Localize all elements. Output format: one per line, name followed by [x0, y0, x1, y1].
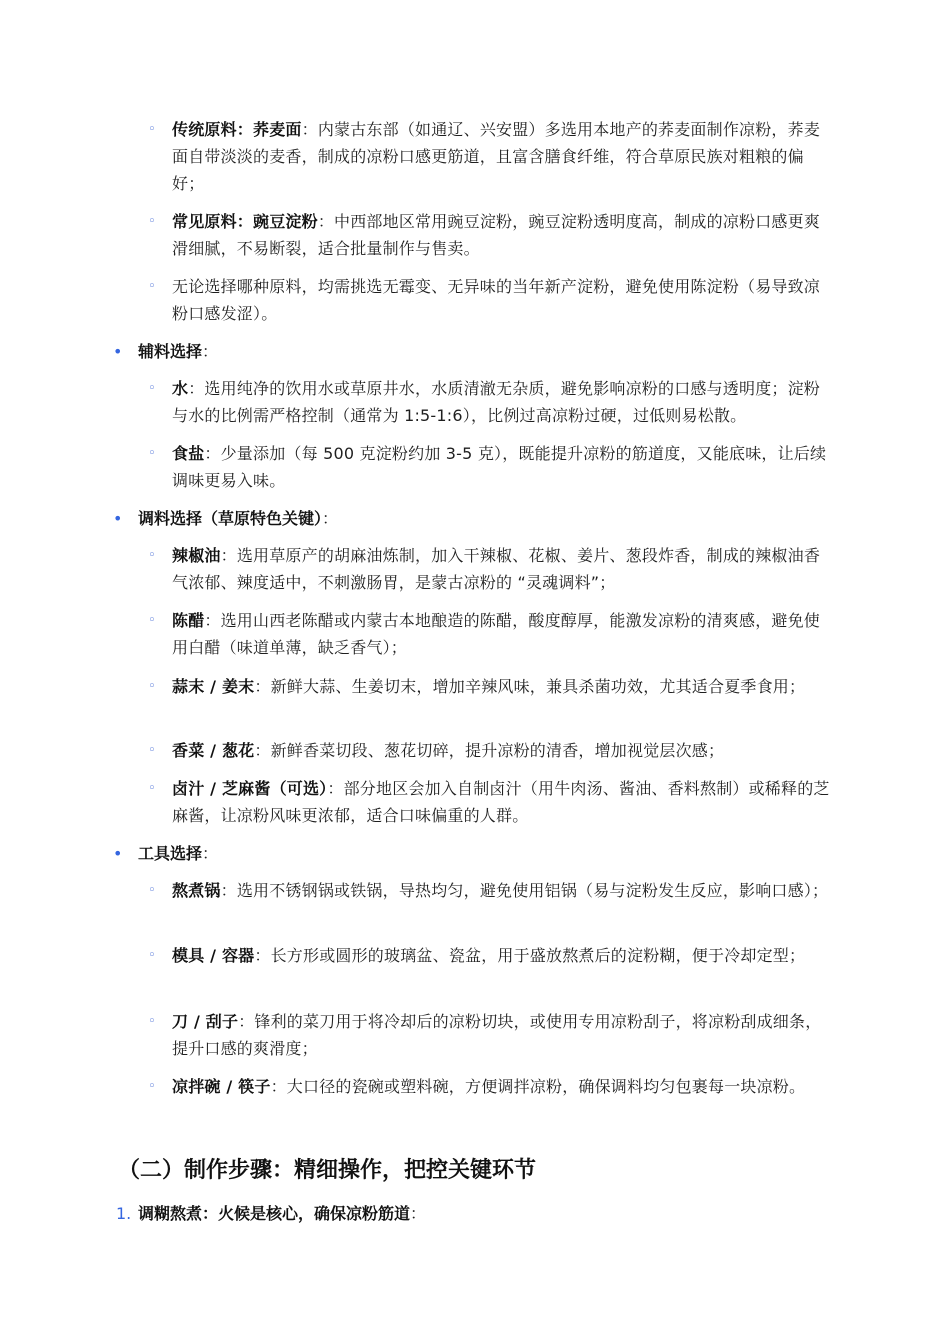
hollow-bullet-icon: ◦ — [148, 883, 156, 898]
item-title: 常见原料：豌豆淀粉 — [172, 212, 318, 231]
item-title: 香菜 / 葱花 — [172, 741, 255, 760]
item-title: 卤汁 / 芝麻酱（可选） — [172, 779, 328, 798]
item-body: 中西部地区常用豌豆淀粉，豌豆淀粉透明度高，制成的凉粉口感更爽滑细腻，不易断裂，适合批量制作与售卖。 — [172, 212, 821, 258]
item-body: 新鲜大蒜、生姜切末，增加辛辣风味，兼具杀菌功效，尤其适合夏季食用； — [270, 677, 806, 696]
section-heading: 调料选择（草原特色关键） — [138, 509, 323, 528]
section-heading-steps: （二）制作步骤：精细操作，把控关键环节 — [118, 1158, 537, 1183]
section-heading: 辅料选择 — [138, 342, 203, 361]
item-body: 选用纯净的饮用水或草原井水，水质清澈无杂质，避免影响凉粉的口感与透明度；淀粉与水的比例需严格控制（通常为 1:5-1:6），比例过高凉粉过硬，过低则易松散。 — [172, 379, 821, 425]
hollow-bullet-icon: ◦ — [148, 781, 156, 796]
document-page: ◦ 传统原料：荞麦面：内蒙古东部（如通辽、兴安盟）多选用本地产的荞麦面制作凉粉，荞麦面自带淡淡的麦香，制成的凉粉口感更筋道，且富含膳食纤维，符合草原民族对粗粮的偏好； ◦ 常见原料：豌豆淀粉：中西部地区常用豌豆淀粉，豌豆淀粉透明度高，制成的凉粉口感更爽滑细腻，不易断裂，适合批量制作与售卖。 ◦ 无论选择哪种原料，均需挑选无霉变、无异味的当年新产淀粉，避免使用陈淀粉（易导致凉粉口感发涩）。 • 辅料选择： ◦ 水：选用纯净的饮用水或草原井水，水质清澈无杂质，避免影响凉粉的口感与透明度；淀粉与水的比例需严格控制（通常为 1:5-1:6），比例过高凉粉过硬，过低则易松散。 ◦ 食盐：少量添加（每 500 克淀粉约加 3-5 克），既能提升凉粉的筋道度，又能底味，让后续调味更易入味。 • 调料选择（草原特色关键）： ◦ 辣椒油：选用草原产的胡麻油炼制，加入干辣椒、花椒、姜片、葱段炸香，制成的辣椒油香气浓郁、辣度适中，不刺激肠胃，是蒙古凉粉的 “灵魂调料”； ◦ 陈醋：选用山西老陈醋或内蒙古本地酿造的陈醋，酸度醇厚，能激发凉粉的清爽感，避免使用白醋（味道单薄，缺乏香气）； ◦ 蒜末 / 姜末：新鲜大蒜、生姜切末，增加辛辣风味，兼具杀菌功效，尤其适合夏季食用； ◦ 香菜 / 葱花：新鲜香菜切段、葱花切碎，提升凉粉的清香，增加视觉层次感； ◦ 卤汁 / 芝麻酱（可选）：部分地区会加入自制卤汁（用牛肉汤、酱油、香料熬制）或稀释的芝麻酱，让凉粉风味更浓郁，适合口味偏重的人群。 • 工具选择： ◦ 熬煮锅：选用不锈钢锅或铁锅，导热均匀，避免使用铝锅（易与淀粉发生反应，影响口感）； ◦ 模具 / 容器：长方形或圆形的玻璃盆、瓷盆，用于盛放熬煮后的淀粉糊，便于冷却定型； ◦ 刀 / 刮子：锋利的菜刀用于将冷却后的凉粉切块，或使用专用凉粉刮子，将凉粉刮成细条，提升口感的爽滑度； ◦ 凉拌碗 / 筷子：大口径的瓷碗或塑料碗，方便调拌凉粉，确保调料均匀包裹每一块凉粉。 （二）制作步骤：精细操作，把控关键环节 1. 调糊熬煮：火候是核心，确保凉粉筋道： — [0, 0, 950, 1344]
item-body: 长方形或圆形的玻璃盆、瓷盆，用于盛放熬煮后的淀粉糊，便于冷却定型； — [270, 946, 806, 965]
hollow-bullet-icon: ◦ — [148, 679, 156, 694]
hollow-bullet-icon: ◦ — [148, 1014, 156, 1029]
hollow-bullet-icon: ◦ — [148, 279, 156, 294]
item-body: 部分地区会加入自制卤汁（用牛肉汤、酱油、香料熬制）或稀释的芝麻酱，让凉粉风味更浓郁，适合口味偏重的人群。 — [172, 779, 830, 825]
item-title: 模具 / 容器 — [172, 946, 255, 965]
item-body: 无论选择哪种原料，均需挑选无霉变、无异味的当年新产淀粉，避免使用陈淀粉（易导致凉粉口感发涩）。 — [172, 277, 821, 323]
item-title: 水 — [172, 379, 189, 398]
hollow-bullet-icon: ◦ — [148, 1079, 156, 1094]
item-body: 少量添加（每 500 克淀粉约加 3-5 克），既能提升凉粉的筋道度，又能底味，让后续调味更易入味。 — [172, 444, 827, 490]
hollow-bullet-icon: ◦ — [148, 613, 156, 628]
item-body: 选用不锈钢锅或铁锅，导热均匀，避免使用铝锅（易与淀粉发生反应，影响口感）； — [236, 881, 829, 900]
item-title: 陈醋 — [172, 611, 205, 630]
item-title: 熬煮锅 — [172, 881, 221, 900]
bullet-icon: • — [113, 509, 123, 528]
hollow-bullet-icon: ◦ — [148, 381, 156, 396]
item-title: 刀 / 刮子 — [172, 1012, 239, 1031]
item-title: 食盐 — [172, 444, 205, 463]
item-title: 辣椒油 — [172, 546, 221, 565]
hollow-bullet-icon: ◦ — [148, 214, 156, 229]
item-title: 凉拌碗 / 筷子 — [172, 1077, 271, 1096]
item-body: 锋利的菜刀用于将冷却后的凉粉切块，或使用专用凉粉刮子，将凉粉刮成细条，提升口感的爽滑度； — [172, 1012, 822, 1058]
bullet-icon: • — [113, 342, 123, 361]
item-body: 大口径的瓷碗或塑料碗，方便调拌凉粉，确保调料均匀包裹每一块凉粉。 — [286, 1077, 806, 1096]
hollow-bullet-icon: ◦ — [148, 743, 156, 758]
item-title: 蒜末 / 姜末 — [172, 677, 255, 696]
item-body: 选用草原产的胡麻油炼制，加入干辣椒、花椒、姜片、葱段炸香，制成的辣椒油香气浓郁、辣度适中，不刺激肠胃，是蒙古凉粉的 “灵魂调料”； — [172, 546, 821, 592]
hollow-bullet-icon: ◦ — [148, 948, 156, 963]
step-number: 1. — [116, 1204, 132, 1223]
item-body: 内蒙古东部（如通辽、兴安盟）多选用本地产的荞麦面制作凉粉，荞麦面自带淡淡的麦香，制成的凉粉口感更筋道，且富含膳食纤维，符合草原民族对粗粮的偏好； — [172, 120, 821, 193]
bullet-icon: • — [113, 844, 123, 863]
item-body: 新鲜香菜切段、葱花切碎，提升凉粉的清香，增加视觉层次感； — [270, 741, 725, 760]
item-title: 传统原料：荞麦面 — [172, 120, 302, 139]
item-body: 选用山西老陈醋或内蒙古本地酿造的陈醋，酸度醇厚，能激发凉粉的清爽感，避免使用白醋（味道单薄，缺乏香气）； — [172, 611, 821, 657]
step-item: 调糊熬煮：火候是核心，确保凉粉筋道： — [138, 1204, 427, 1223]
hollow-bullet-icon: ◦ — [148, 122, 156, 137]
section-heading: 工具选择 — [138, 844, 203, 863]
hollow-bullet-icon: ◦ — [148, 548, 156, 563]
step-title: 调糊熬煮：火候是核心，确保凉粉筋道 — [138, 1204, 411, 1223]
hollow-bullet-icon: ◦ — [148, 446, 156, 461]
